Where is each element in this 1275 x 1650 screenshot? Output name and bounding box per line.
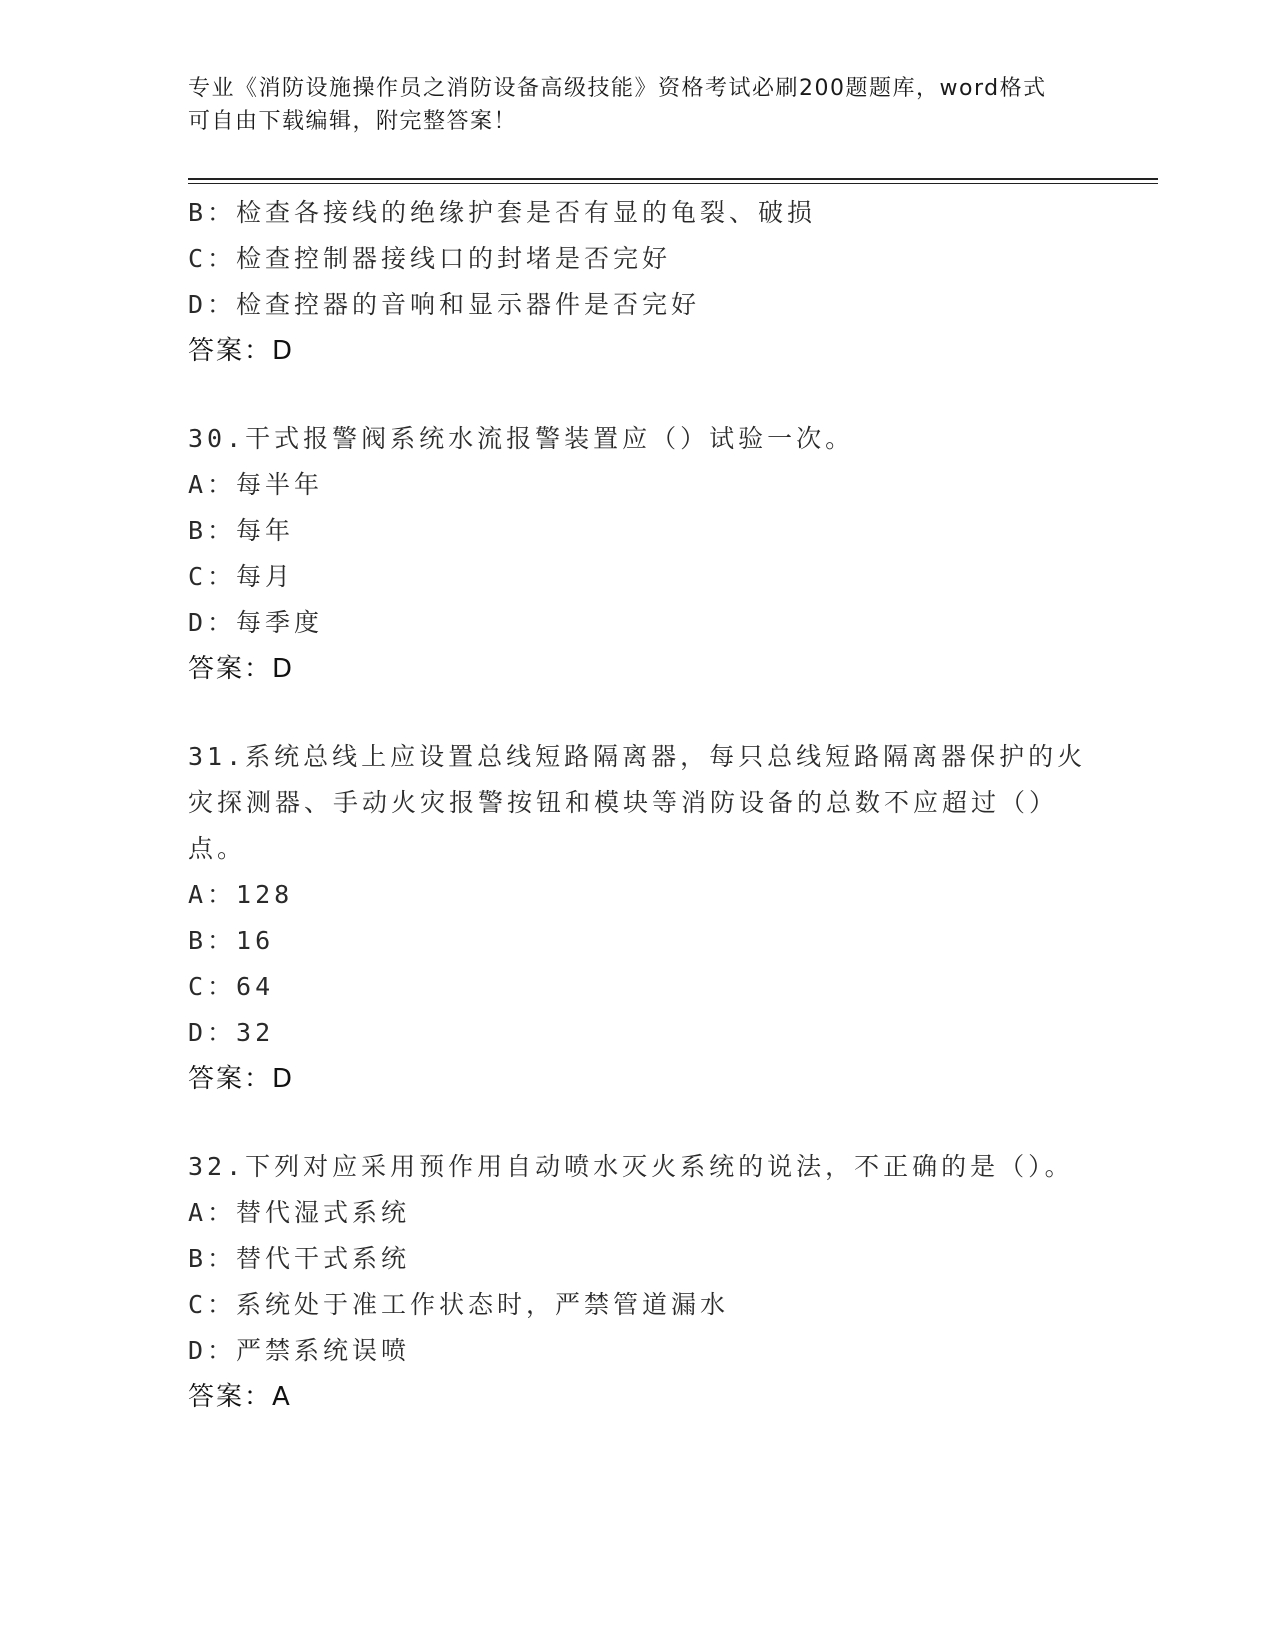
option-b: B：16 xyxy=(188,926,275,955)
answer: 答案：D xyxy=(188,654,295,684)
question-30 xyxy=(188,416,1088,692)
option-a: A：每半年 xyxy=(188,470,324,499)
option-a: A：替代湿式系统 xyxy=(188,1198,411,1227)
question-list xyxy=(188,190,1088,1420)
option-c: C：64 xyxy=(188,972,275,1001)
header-divider-thin xyxy=(188,183,1158,184)
option-d: D：32 xyxy=(188,1018,275,1047)
header-divider-thick xyxy=(188,178,1158,180)
option-d: D：严禁系统误喷 xyxy=(188,1336,411,1365)
option-d: D：检查控器的音响和显示器件是否完好 xyxy=(188,290,701,319)
question-31 xyxy=(188,734,1088,1102)
answer: 答案：D xyxy=(188,336,295,366)
option-a: A：128 xyxy=(188,880,294,909)
answer: 答案：D xyxy=(188,1064,295,1094)
option-c: C：每月 xyxy=(188,562,295,591)
document-header: 专业《消防设施操作员之消防设备高级技能》资格考试必刷200题题库，word格式可自由下载编辑，附完整答案！ xyxy=(188,76,1047,134)
answer: 答案：A xyxy=(188,1382,292,1412)
option-b: B：每年 xyxy=(188,516,295,545)
option-b: B：替代干式系统 xyxy=(188,1244,411,1273)
question-stem: 32.下列对应采用预作用自动喷水灭火系统的说法，不正确的是（）。 xyxy=(188,1152,1074,1181)
option-b: B：检查各接线的绝缘护套是否有显的龟裂、破损 xyxy=(188,198,817,227)
question-32 xyxy=(188,1144,1088,1420)
question-29-partial xyxy=(188,190,1088,374)
question-stem: 30.干式报警阀系统水流报警装置应（）试验一次。 xyxy=(188,424,855,453)
question-stem: 31.系统总线上应设置总线短路隔离器，每只总线短路隔离器保护的火灾探测器、手动火灾报警按钮和模块等消防设备的总数不应超过（）点。 xyxy=(188,742,1087,863)
option-c: C：检查控制器接线口的封堵是否完好 xyxy=(188,244,672,273)
option-d: D：每季度 xyxy=(188,608,324,637)
option-c: C：系统处于准工作状态时，严禁管道漏水 xyxy=(188,1290,730,1319)
